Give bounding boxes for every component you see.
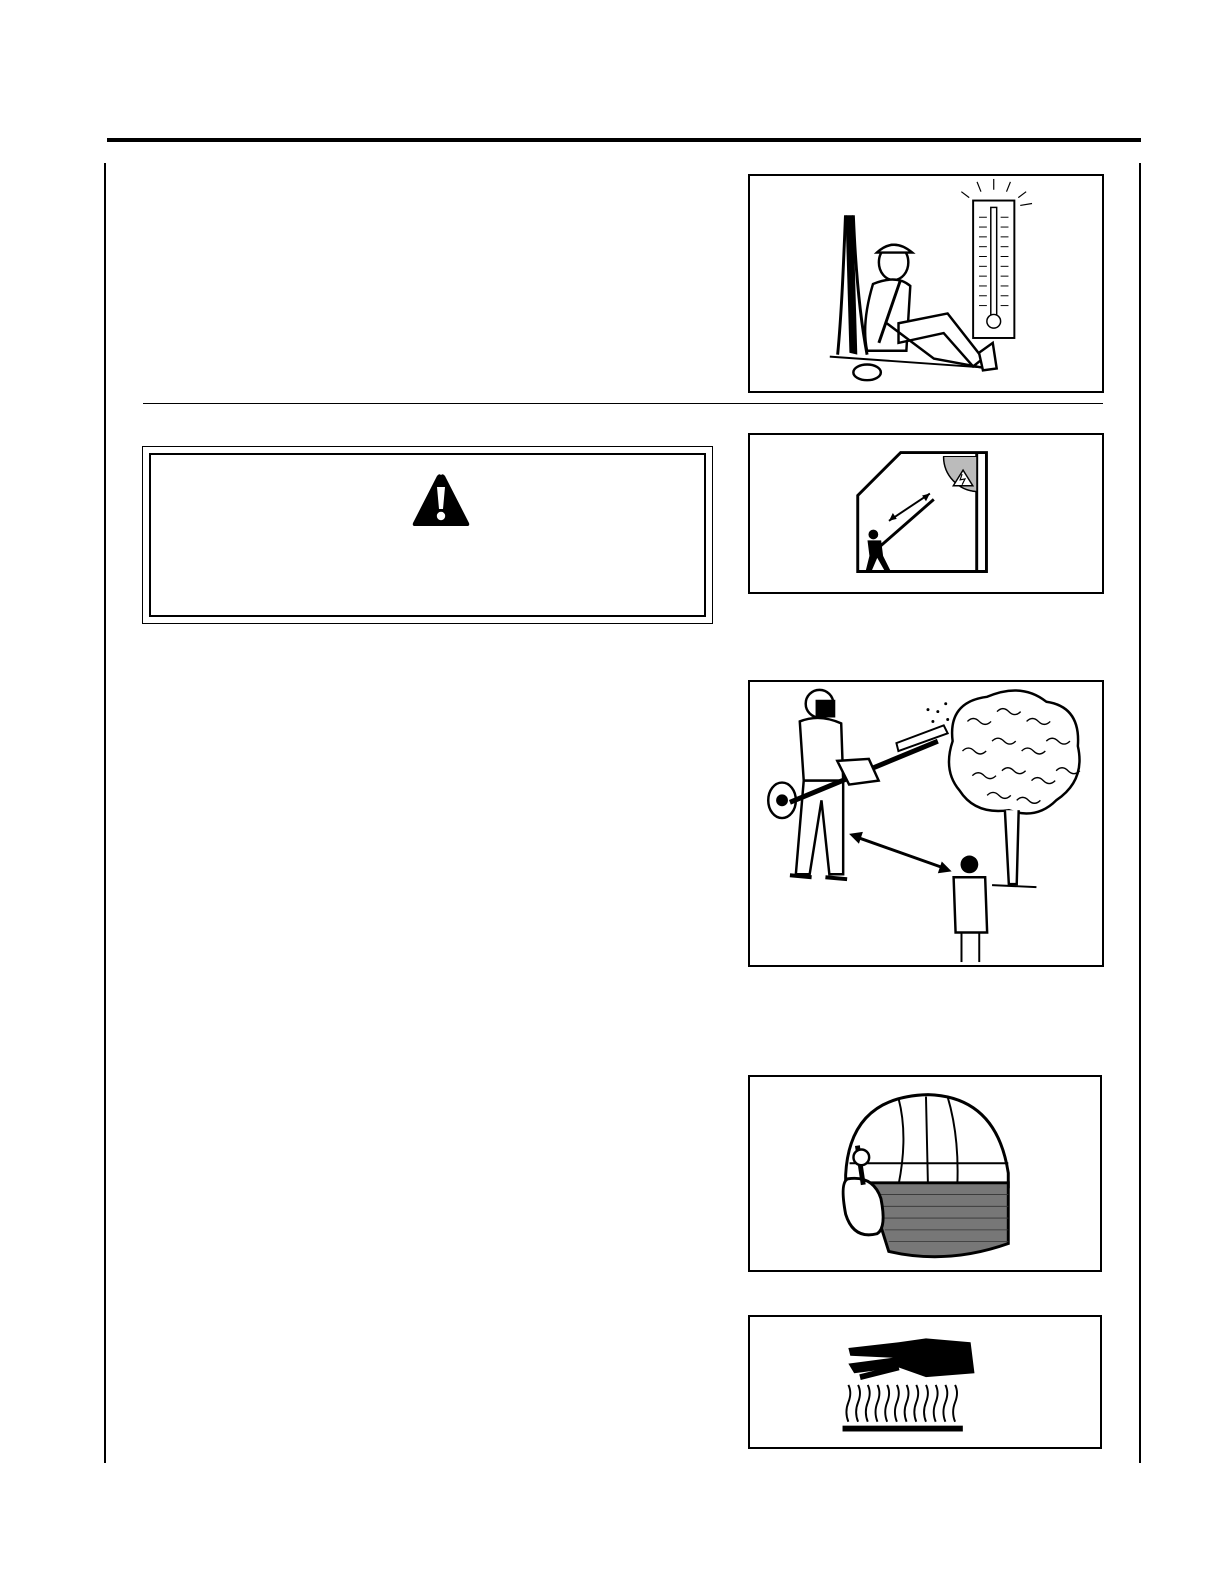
right-margin-rule [1139,163,1141,1463]
left-margin-rule [104,163,106,1463]
hot-surface-figure [748,1315,1102,1449]
hand-hot-surface-icon [750,1317,1100,1447]
warning-box [142,446,713,624]
heat-exposure-figure [748,174,1104,393]
warning-box-inner [149,453,706,617]
helmet-figure [748,1075,1102,1272]
power-line-distance-icon [750,435,1102,592]
warning-triangle-icon [412,473,470,527]
power-line-figure [748,433,1104,594]
operator-bystander-distance-icon [750,682,1102,965]
person-resting-thermometer-icon [750,176,1102,391]
section-divider [143,403,1103,404]
helmet-visor-earmuff-icon [750,1077,1100,1270]
bystander-figure [748,680,1104,967]
header-rule [107,138,1141,142]
